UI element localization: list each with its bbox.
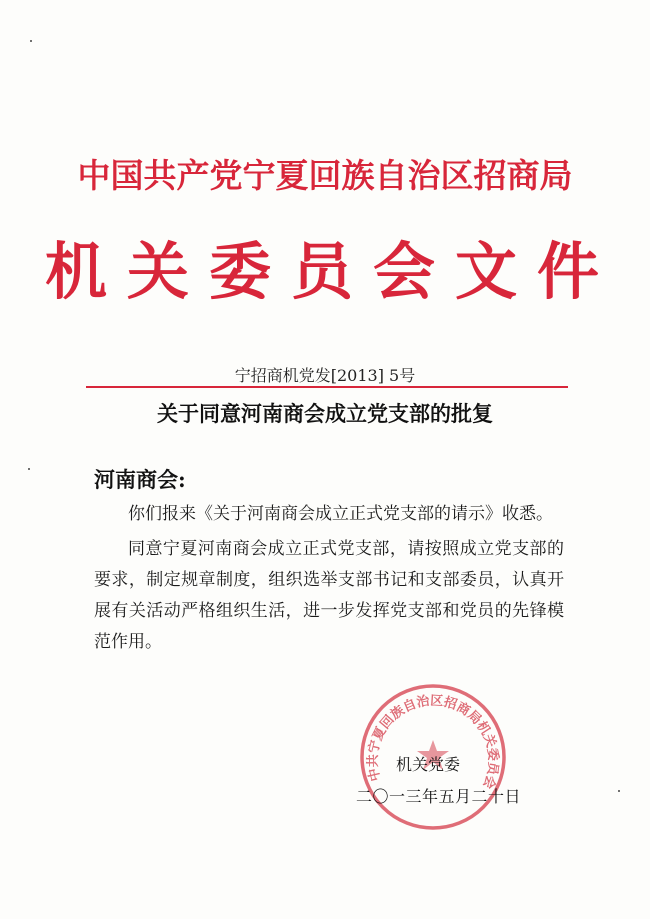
- document-subject: 关于同意河南商会成立党支部的批复: [157, 401, 493, 426]
- body-paragraph-2: 同意宁夏河南商会成立正式党支部，请按照成立党支部的要求，制定规章制度，组织选举支部书记和支部委员，认真开展有关活动严格组织生活，进一步发挥党支部和党员的先锋模范作用。: [94, 539, 564, 652]
- document-number: 宁招商机党发[2013] 5号: [234, 366, 416, 385]
- body-paragraph-1: 你们报来《关于河南商会成立正式党支部的请示》收悉。: [128, 504, 553, 524]
- scan-speck: [28, 468, 30, 470]
- scan-speck: [30, 40, 32, 42]
- document-type-title: 机关委员会文件: [44, 235, 619, 308]
- signing-authority: 机关党委: [396, 755, 461, 774]
- seal-text: 中共宁夏回族自治区招商局机关委员会: [365, 693, 501, 791]
- issue-date: 二〇一三年五月二十日: [356, 787, 522, 806]
- issuing-organization: 中国共产党宁夏回族自治区招商局: [77, 156, 573, 195]
- red-divider-line: [86, 386, 568, 388]
- scan-speck: [618, 790, 620, 792]
- addressee: 河南商会:: [94, 467, 186, 492]
